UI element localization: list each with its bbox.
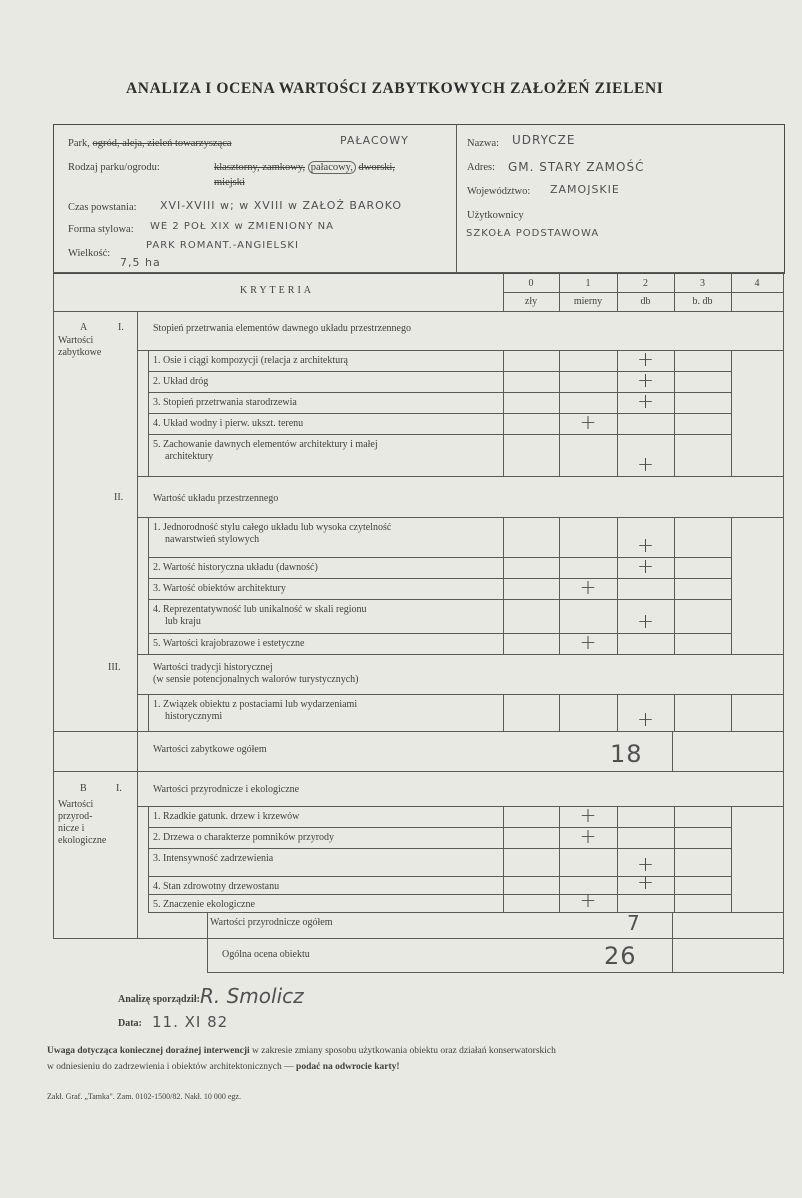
a-row-5-mark: +	[637, 533, 654, 557]
rating-0: zły	[524, 296, 538, 307]
section-a-name: Wartości zabytkowe	[58, 335, 102, 358]
nazwa-handwritten: UDRYCZE	[512, 133, 576, 147]
rule	[148, 654, 731, 655]
a-row-7-mark: +	[579, 575, 597, 599]
rule	[148, 848, 731, 849]
wojewodztwo-label: Województwo:	[467, 186, 531, 197]
adres-label: Adres:	[467, 162, 495, 173]
rule	[503, 517, 504, 654]
rule	[137, 311, 138, 938]
rating-2: db	[640, 296, 651, 307]
uzytkownicy-handwritten: SZKOŁA PODSTAWOWA	[466, 228, 600, 239]
rule	[53, 938, 783, 939]
rodzaj-selected: pałacowy,	[308, 161, 356, 174]
score-1: 1	[585, 278, 591, 289]
rule	[137, 694, 783, 695]
rule	[148, 694, 149, 731]
a-row-7-label: 3. Wartość obiektów architektury	[153, 583, 286, 594]
rule	[672, 912, 673, 972]
rule	[137, 517, 783, 518]
rule	[207, 912, 783, 913]
forma-handwritten: WE 2 POŁ XIX w ZMIENIONY NA	[150, 221, 334, 232]
overall-handwritten: 26	[604, 942, 637, 970]
a-row-0-label: 1. Osie i ciągi kompozycji (relacja z architekturą	[153, 355, 348, 366]
a-row-10-label-2: historycznymi	[165, 711, 223, 722]
rule	[674, 806, 675, 912]
wielkosc-handwritten: 7,5 ha	[120, 256, 161, 269]
rule	[503, 350, 504, 476]
b-row-0-label: 1. Rzadkie gatunk. drzew i krzewów	[153, 811, 300, 822]
rodzaj-label: Rodzaj parku/ogrodu:	[68, 162, 160, 173]
score-3: 3	[700, 278, 705, 289]
rule	[148, 413, 731, 414]
a-row-4-label: 5. Zachowanie dawnych elementów architektury i małej	[153, 439, 378, 450]
rule	[148, 633, 731, 634]
rule	[731, 517, 732, 654]
rule	[672, 731, 673, 771]
section-a-letter: A	[80, 322, 88, 333]
section-b-name-3: nicze i	[58, 823, 85, 834]
date-handwritten: 11. XI 82	[152, 1013, 229, 1031]
section-b-name-1: Wartości	[58, 799, 94, 810]
a-row-8-mark: +	[637, 609, 654, 633]
rule	[148, 806, 149, 912]
a-row-8-label-2: lub kraju	[165, 616, 201, 627]
rodzaj-struck: klasztorny, zamkowy,	[214, 162, 306, 173]
section-b-name-2: przyrod-	[58, 811, 93, 822]
analiza-label: Analizę sporządził:	[118, 994, 200, 1005]
rule	[207, 912, 208, 972]
a-row-4-label-2: architektury	[165, 451, 214, 462]
section-b-letter: B	[80, 783, 87, 794]
rule	[53, 272, 54, 938]
a-row-1-mark: +	[637, 368, 654, 392]
sub2-roman: II.	[114, 492, 124, 503]
rodzaj-struck-3: miejski	[214, 177, 245, 188]
a-row-3-mark: +	[579, 410, 597, 434]
note-bold-1: Uwaga dotycząca koniecznej doraźnej interwencji	[47, 1046, 250, 1056]
a-row-6-label: 2. Wartość historyczna układu (dawność)	[153, 562, 318, 573]
adres-handwritten: GM. STARY ZAMOŚĆ	[508, 160, 645, 174]
uzytkownicy-label: Użytkownicy	[467, 210, 524, 221]
b-row-2-label: 3. Intensywność zadrzewienia	[153, 853, 274, 864]
note-line-2: w odniesieniu do zadrzewienia i obiektów architektonicznych —	[47, 1062, 297, 1072]
section-b-roman: I.	[116, 783, 122, 794]
signature: R. Smolicz	[200, 984, 304, 1008]
rule	[559, 694, 560, 731]
rule	[137, 806, 783, 807]
a-row-3-label: 4. Układ wodny i pierw. ukszt. terenu	[153, 418, 304, 429]
b-row-3-label: 4. Stan zdrowotny drzewostanu	[153, 881, 280, 892]
wojewodztwo-handwritten: ZAMOJSKIE	[550, 183, 620, 196]
a-row-1-label: 2. Układ dróg	[153, 376, 209, 387]
section-b-sub-title: Wartości przyrodnicze i ekologiczne	[153, 784, 300, 795]
rule	[674, 694, 675, 731]
a-row-5-label: 1. Jednorodność stylu całego układu lub wysoka czytelność	[153, 522, 392, 533]
a-row-9-mark: +	[579, 630, 597, 654]
a-row-0-mark: +	[637, 347, 654, 371]
zabytkowe-total-handwritten: 18	[610, 740, 643, 768]
przyrodnicze-total-handwritten: 7	[627, 911, 641, 935]
rodzaj-struck-2: dworski,	[358, 162, 395, 173]
rule	[731, 806, 732, 912]
score-4: 4	[754, 278, 760, 289]
b-row-0-mark: +	[579, 803, 597, 827]
czas-label: Czas powstania:	[68, 202, 137, 213]
b-row-1-label: 2. Drzewa o charakterze pomników przyrody	[153, 832, 335, 843]
sub3-roman: III.	[108, 662, 121, 673]
rule	[148, 476, 731, 477]
b-row-1-mark: +	[579, 824, 597, 848]
note-bold-2: podać na odwrocie karty!	[296, 1062, 400, 1072]
rating-1: mierny	[573, 296, 603, 307]
rule	[148, 731, 731, 732]
a-row-5-label-2: nawarstwień stylowych	[165, 534, 260, 545]
a-row-2-label: 3. Stopień przetrwania starodrzewia	[153, 397, 297, 408]
rule	[53, 311, 783, 312]
note-plain: w zakresie zmiany sposobu użytkowania obiektu oraz działań konserwatorskich	[249, 1046, 556, 1056]
rule	[207, 972, 783, 973]
rule	[503, 806, 504, 912]
print-info: Zakł. Graf. „Tamka". Zam. 0102-1500/82. Nakł. 10 000 egz.	[47, 1092, 241, 1101]
rule	[674, 350, 675, 476]
a-row-4-mark: +	[637, 452, 654, 476]
przyrodnicze-total-label: Wartości przyrodnicze ogółem	[210, 917, 333, 928]
rating-3: b. db	[692, 296, 713, 307]
park-struck-options: ogród, aleja, zieleń towarzysząca	[92, 138, 232, 149]
form-title: ANALIZA I OCENA WARTOŚCI ZABYTKOWYCH ZAŁOŻEŃ ZIELENI	[126, 80, 664, 97]
overall-label: Ogólna ocena obiektu	[222, 949, 310, 960]
a-row-6-mark: +	[637, 554, 654, 578]
rule	[53, 771, 783, 772]
rule	[503, 292, 783, 293]
b-row-3-mark: +	[637, 870, 654, 894]
rule	[503, 694, 504, 731]
park-handwritten: PAŁACOWY	[340, 134, 409, 147]
rule	[731, 694, 732, 731]
rule	[674, 517, 675, 654]
sub1-title: Stopień przetrwania elementów dawnego układu przestrzennego	[153, 323, 411, 334]
sub2-title: Wartość układu przestrzennego	[153, 493, 279, 504]
forma-handwritten-2: PARK ROMANT.-ANGIELSKI	[146, 240, 299, 251]
park-label: Park,	[68, 138, 90, 149]
data-label: Data:	[118, 1018, 142, 1029]
kryteria-heading: KRYTERIA	[240, 285, 314, 296]
sub3-note: (w sensie potencjonalnych walorów turystycznych)	[153, 674, 359, 685]
rule	[783, 272, 784, 974]
rule	[148, 894, 731, 895]
rule	[148, 599, 731, 600]
rule	[148, 517, 149, 654]
section-b-name-4: ekologiczne	[58, 835, 107, 846]
b-row-4-mark: +	[579, 888, 597, 912]
a-row-8-label: 4. Reprezentatywność lub unikalność w skali regionu	[153, 604, 367, 615]
wielkosc-label: Wielkość:	[68, 248, 111, 259]
zabytkowe-total-label: Wartości zabytkowe ogółem	[153, 744, 267, 755]
a-row-10-mark: +	[637, 707, 654, 731]
sub3-title: Wartości tradycji historycznej	[153, 662, 273, 673]
section-a-roman: I.	[118, 322, 124, 333]
a-row-10-label: 1. Związek obiektu z postaciami lub wydarzeniami	[153, 699, 358, 710]
forma-label: Forma stylowa:	[68, 224, 134, 235]
a-row-9-label: 5. Wartości krajobrazowe i estetyczne	[153, 638, 305, 649]
rule	[148, 350, 149, 476]
a-row-2-mark: +	[637, 389, 654, 413]
czas-handwritten: XVI-XVIII w; w XVIII w ZAŁOŻ BAROKO	[160, 199, 403, 212]
score-0: 0	[528, 278, 534, 289]
rule	[148, 578, 731, 579]
rule	[731, 350, 732, 476]
b-row-2-mark: +	[637, 852, 654, 876]
rule	[137, 350, 783, 351]
rule	[148, 434, 731, 435]
rule	[148, 827, 731, 828]
nazwa-label: Nazwa:	[467, 138, 500, 149]
score-2: 2	[643, 278, 648, 289]
b-row-4-label: 5. Znaczenie ekologiczne	[153, 899, 255, 910]
